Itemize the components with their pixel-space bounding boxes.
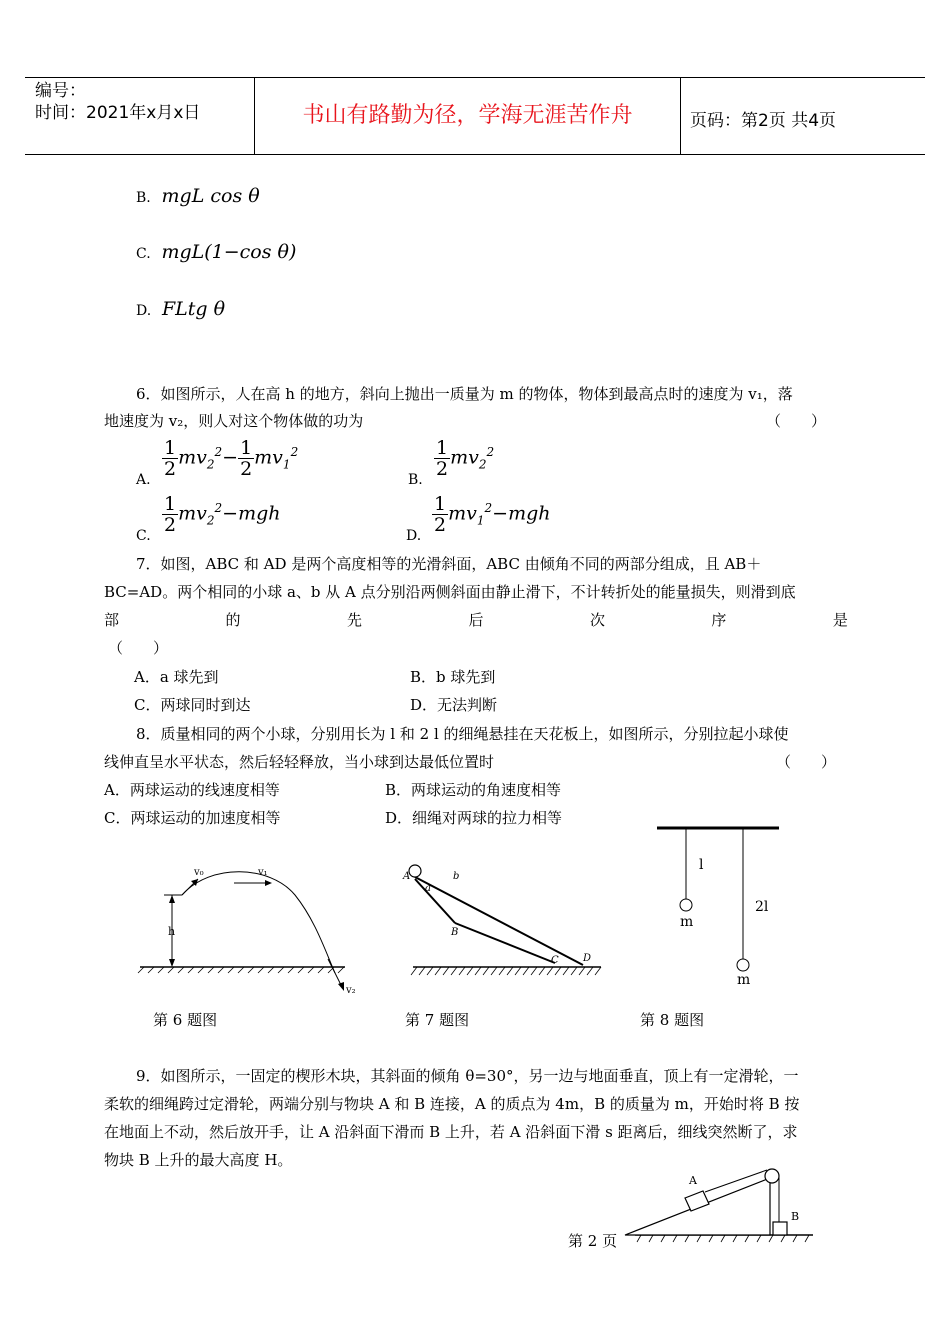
fig7-ball [409, 865, 421, 877]
q8-option-a: A．两球运动的线速度相等 [104, 781, 280, 799]
q7-word-3: 先 [346, 611, 362, 629]
q5-option-b-expr: mgL cos θ [161, 185, 260, 207]
fig6-label-v1: v₁ [258, 867, 268, 878]
q5-option-b [136, 182, 260, 212]
q7-line3 [104, 606, 848, 634]
q7-option-c: C．两球同时到达 [134, 696, 251, 714]
q8-line2: 线伸直呈水平状态，然后轻轻释放，当小球到达最低位置时 [104, 753, 495, 771]
fig6-height-arrow-top [169, 895, 175, 903]
header-top-rule [25, 77, 925, 78]
q6-option-c-expr: $\frac{1}{2}$ $mv_2^2-mgh$ [164, 493, 281, 536]
q6-option-b-expr: $\frac{1}{2}$ $mv_2^2$ [436, 437, 495, 480]
header-page-label: 页码：第2页 共4页 [690, 111, 837, 131]
q7-word-1: 部 [104, 611, 120, 629]
q5-option-b-label: B. [136, 190, 151, 206]
fig8-caption: 第 8 题图 [640, 1011, 705, 1029]
q7-option-a: A．a 球先到 [134, 668, 219, 686]
q8-option-c: C．两球运动的加速度相等 [104, 809, 281, 827]
q5-option-c-label: C. [136, 246, 151, 262]
q6-option-a-label: A. [136, 472, 151, 488]
fig6-v2-arrow [328, 959, 342, 987]
fig9-block-b [773, 1222, 787, 1235]
fig7-label-b: b [453, 871, 460, 882]
fig8-ball-short [680, 899, 692, 911]
q9-line1: 9．如图所示，一固定的楔形木块，其斜面的倾角 θ=30°，另一边与地面垂直，顶上有一定滑轮，一 [136, 1067, 799, 1085]
q6-line2: 地速度为 v₂，则人对这个物体做的功为 [104, 412, 364, 430]
q7-option-d: D．无法判断 [410, 696, 498, 714]
fig7-label-B: B [451, 927, 459, 938]
figure-9 [615, 1160, 815, 1255]
fig8-ball-long [737, 959, 749, 971]
fig8-label-l: l [699, 857, 704, 873]
q5-option-c [136, 238, 296, 268]
figure-6 [130, 855, 370, 1005]
fig7-caption: 第 7 题图 [405, 1011, 470, 1029]
q6-option-b-label: B. [408, 472, 423, 488]
fig7-label-C: C [551, 955, 559, 966]
fig6-v2-head [338, 982, 344, 991]
fig6-label-v2: v₂ [346, 985, 356, 996]
footer-page-number: 第 2 页 [568, 1232, 618, 1250]
q9-line2: 柔软的细绳跨过定滑轮，两端分别与物块 A 和 B 连接，A 的质点为 4m，B 的质量为 m，开始时将 B 按 [104, 1095, 800, 1113]
q7-word-6: 序 [711, 611, 727, 629]
q6-option-b [408, 438, 608, 490]
q9-line3: 在地面上不动，然后放开手，让 A 沿斜面下滑而 B 上升，若 A 沿斜面下滑 s 距离后，细线突然断了，求 [104, 1123, 798, 1141]
q7-option-b: B．b 球先到 [410, 668, 496, 686]
fig9-label-A: A [689, 1174, 697, 1187]
header-bottom-rule [25, 154, 925, 155]
fig6-label-v0: v₀ [194, 867, 204, 878]
number-label: 编号： [35, 81, 86, 101]
fig7-label-a: a [425, 883, 431, 894]
q7-line1: 7．如图，ABC 和 AD 是两个高度相等的光滑斜面，ABC 由倾角不同的两部分组成，且 AB＋ [136, 555, 762, 573]
fig7-ground-hatch [411, 967, 601, 975]
fig8-label-2l: 2l [755, 899, 769, 915]
q6-paren: （ ） [766, 412, 827, 430]
fig8-label-m2: m [737, 972, 751, 988]
fig6-ground-hatch [138, 967, 344, 973]
q8-line1: 8．质量相同的两个小球，分别用长为 l 和 2 l 的细绳悬挂在天花板上，如图所示，分别拉起小球使 [136, 725, 789, 743]
header-left [35, 80, 250, 124]
fig6-label-h: h [168, 925, 176, 938]
header-motto: 书山有路勤为径，学海无涯苦作舟 [302, 103, 633, 128]
q7-line2: BC=AD。两个相同的小球 a、b 从 A 点分别沿两侧斜面由静止滑下，不计转折处的能量损失，则滑到底 [104, 583, 796, 601]
q8-option-b: B．两球运动的角速度相等 [385, 781, 562, 799]
figure-8 [655, 815, 785, 990]
q5-option-d-expr: FLtg θ [161, 298, 226, 320]
fig7-slope-ab [415, 879, 455, 923]
q6-option-d-label: D. [406, 528, 422, 544]
fig7-label-A: A [403, 871, 411, 882]
fig6-trajectory [182, 872, 335, 973]
q8-paren: （ ） [776, 753, 837, 771]
fig9-ground-hatch [637, 1235, 809, 1242]
header-divider-right [680, 77, 681, 155]
time-label: 时间：2021年x月x日 [35, 103, 201, 123]
q7-word-7: 是 [832, 611, 848, 629]
fig7-label-D: D [583, 953, 592, 964]
q5-option-d-label: D. [136, 303, 152, 319]
q6-option-c [136, 494, 396, 546]
q7-word-4: 后 [468, 611, 484, 629]
q6-option-d-expr: $\frac{1}{2}$ $mv_1^2-mgh$ [434, 493, 551, 536]
q5-option-c-expr: mgL(1−cos θ) [161, 241, 297, 263]
q6-option-d [406, 494, 666, 546]
q7-paren: （ ） [108, 639, 169, 657]
figure-7 [405, 855, 605, 985]
q6-option-a-expr: $\frac{1}{2}$ $mv_2^2-$ $\frac{1}{2}$ $mv_1^2$ [164, 437, 299, 480]
q7-word-2: 的 [225, 611, 241, 629]
q6-option-a [136, 438, 396, 490]
fig9-pulley [765, 1169, 779, 1183]
q6-option-c-label: C. [136, 528, 151, 544]
q6-line1: 6．如图所示，人在高 h 的地方，斜向上抛出一质量为 m 的物体，物体到最高点时的速度为 v₁，落 [136, 385, 793, 403]
q7-word-5: 次 [589, 611, 605, 629]
fig6-v1-head [265, 880, 272, 886]
fig6-height-arrow-bottom [169, 959, 175, 967]
q5-option-d [136, 295, 225, 325]
fig6-caption: 第 6 题图 [153, 1011, 218, 1029]
q8-option-d: D．细绳对两球的拉力相等 [385, 809, 563, 827]
fig7-slope-ad [415, 877, 583, 965]
q9-line4: 物块 B 上升的最大高度 H。 [104, 1151, 293, 1169]
fig8-label-m1: m [680, 914, 694, 930]
fig9-label-B: B [791, 1210, 800, 1223]
